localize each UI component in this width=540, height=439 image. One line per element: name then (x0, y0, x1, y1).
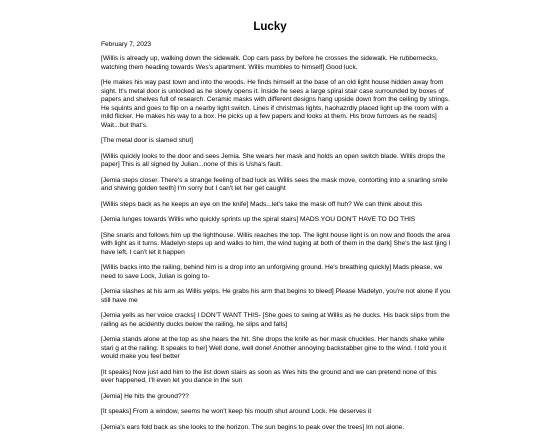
paragraph: [Jemia yells as her voice cracks] I DON'T WANT THIS- [She goes to swing at Willis as he ducks. His back slips from the railing as he acidently ducks below the railing, he slips and falls] (101, 312, 450, 328)
paragraph: [Willis backs into the railing, behind him is a drop into an unforgiving ground. He's breathing quickly] Mads please, we need to save Lock, Julian is going to- (101, 264, 443, 280)
paragraph: [Willis is already up, walking down the sidewalk. Cop cars pass by before he crosses the sidewalk. He rubbernecks, watching them heading towards Wes's apartment. Willis mumbles to himself] Good luck. (101, 55, 438, 71)
paragraph: [Willis quickly looks to the door and sees Jemia. She wears her mask and holds an open switch blade. Willis drops the paper] This is all signed by Julian...none of this is Usha's fault. (101, 152, 446, 168)
paragraph: [She snarls and follows him up the lighthouse. Willis reaches the top. The light house light is on now and floods the area with light as it turns. Madelyn steps up and walks to him, the wind tuging at both of them in the dark] She's the last tjing I have left, I can't let it happen (101, 231, 451, 256)
paragraph: [Jemia] He hits the ground??? (101, 392, 189, 400)
paragraph: [Jemia lunges towards Willis who quickly sprints up the spiral stairs] MADS YOU DON'T HAVE TO DO THIS (101, 216, 416, 223)
paragraph: [Jemia steps closer. There's a strange feeling of bad luck as Willis sees the mask move, contorting into a snarling smile and shiwing golden teeth] I'm sorry but I can't let her get caught (101, 176, 448, 192)
paragraph: [He makes his way past town and into the woods. He finds himself at the base of an old light house hidden away from sight. It's metal door is unlocked as he slowly opens it. Inside he sees a large spiral stair case surrounded by boxes of papers and shelves full of research. Ceramic masks with different designs hang upside down from the ceiling by strings. He squints and goes to flip on a nearby light switch. Lines if christmas lights, haohazrdly placed light up the room with a mild flicker. He makes his way to a box. He picks up a few papers and looks at them. His brow furrows as he reads] Wait...but that's. (101, 79, 450, 129)
paragraph: [It speaks] Now just add him to the list down stairs as soon as Wes hits the ground and we can pretend none of this ever happened, I'll even let you dance in the sun (101, 368, 437, 384)
paragraph: [Willis steps back as he keeps an eye on the knife] Mads...let's take the mask off huh? We can think about this (101, 200, 422, 208)
document-title: Lucky (253, 21, 287, 33)
paragraph: [It speaks] From a window, seems he won't keep his mouth shut around Lock. He deserves it (101, 408, 372, 415)
paragraph: [Jemia's ears fold back as she looks to the horizon. The sun begins to peak over the trees] Im not alone. (101, 423, 405, 431)
document-date: February 7, 2023 (101, 41, 152, 48)
document-body (101, 55, 451, 439)
paragraph: [Jemia stands alone at the top as she hears the hit. She drops the knife as her mask chuckles. Her hands shake while stari g at the railing. It speaks to her] Well done, well done! Another annoying backstabber gine to the wind. I told you it would make you feel better (101, 336, 447, 360)
paragraph: [Jemia slashes at his arm as Willis yelps. He grabs his arm that begins to bleed] Please Madelyn, you're not alone if you still have me (101, 288, 451, 304)
paragraph: [The metal door is slamed shut] (101, 137, 193, 144)
